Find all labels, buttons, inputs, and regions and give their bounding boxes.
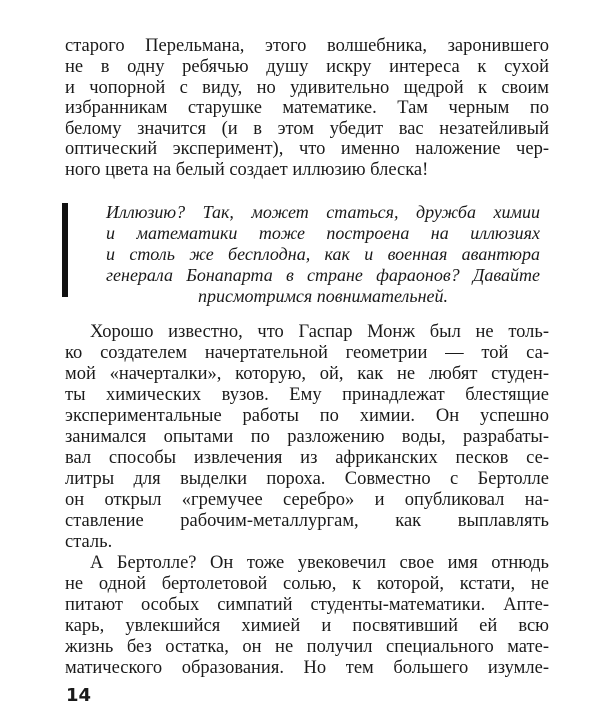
text-line: сталь. [65, 532, 113, 552]
text-line: белому значится (и в этом убедит вас незатейливый [65, 119, 549, 139]
text-line: экспериментальные работы по химии. Он успешно [65, 406, 549, 426]
text-line: ты химических вузов. Ему принадлежат блестящие [65, 385, 549, 405]
text-line: оптический эксперимент), что именно наложение чер- [65, 139, 549, 159]
text-line: ко создателем начертательной геометрии — той са- [65, 343, 549, 363]
callout-bar [62, 203, 68, 297]
text-line: матического образования. Но тем большего изумле- [65, 658, 549, 678]
text-line: не в одну ребячью душу искру интереса к сухой [65, 57, 549, 77]
callout-line: присмотримся повнимательней. [197, 286, 449, 306]
text-line: карь, увлекшийся химией и посвятивший ей всю [65, 616, 549, 636]
text-line: и чопорной с виду, но удивительно щедрой к своим [65, 78, 549, 98]
text-line: литры для выделки пороха. Совместно с Бертолле [65, 469, 549, 489]
text-line: А Бертолле? Он тоже увековечил свое имя отнюдь [90, 553, 549, 573]
callout-line: и столь же бесплодна, как и военная авантюра [106, 244, 540, 264]
text-line: не одной бертолетовой солью, к которой, кстати, не [65, 574, 549, 594]
callout-line: и математики тоже построена на иллюзиях [106, 223, 540, 243]
text-line: мой «начерталки», которую, ой, как не любят студен- [65, 364, 549, 384]
callout-line: Иллюзию? Так, может статься, дружба химии [106, 202, 540, 222]
page-number: 14 [66, 685, 92, 706]
text-line: питают особых симпатий студенты-математики. Апте- [65, 595, 549, 615]
text-line: ставление рабочим-металлургам, как выплавлять [65, 511, 549, 531]
text-line: ного цвета на белый создает иллюзию блеска! [65, 160, 429, 180]
text-line: он открыл «гремучее серебро» и опубликовал на- [65, 490, 549, 510]
text-line: старого Перельмана, этого волшебника, заронившего [65, 36, 549, 56]
text-line: жизнь без остатка, он не получил специального мате- [65, 637, 549, 657]
text-line: избранникам старушке математике. Там черным по [65, 98, 549, 118]
callout-line: генерала Бонапарта в стране фараонов? Давайте [106, 265, 540, 285]
text-line: вал способы извлечения из африканских песков се- [65, 448, 549, 468]
text-line: Хорошо известно, что Гаспар Монж был не толь- [90, 322, 549, 342]
text-line: занимался опытами по разложению воды, разрабаты- [65, 427, 549, 447]
